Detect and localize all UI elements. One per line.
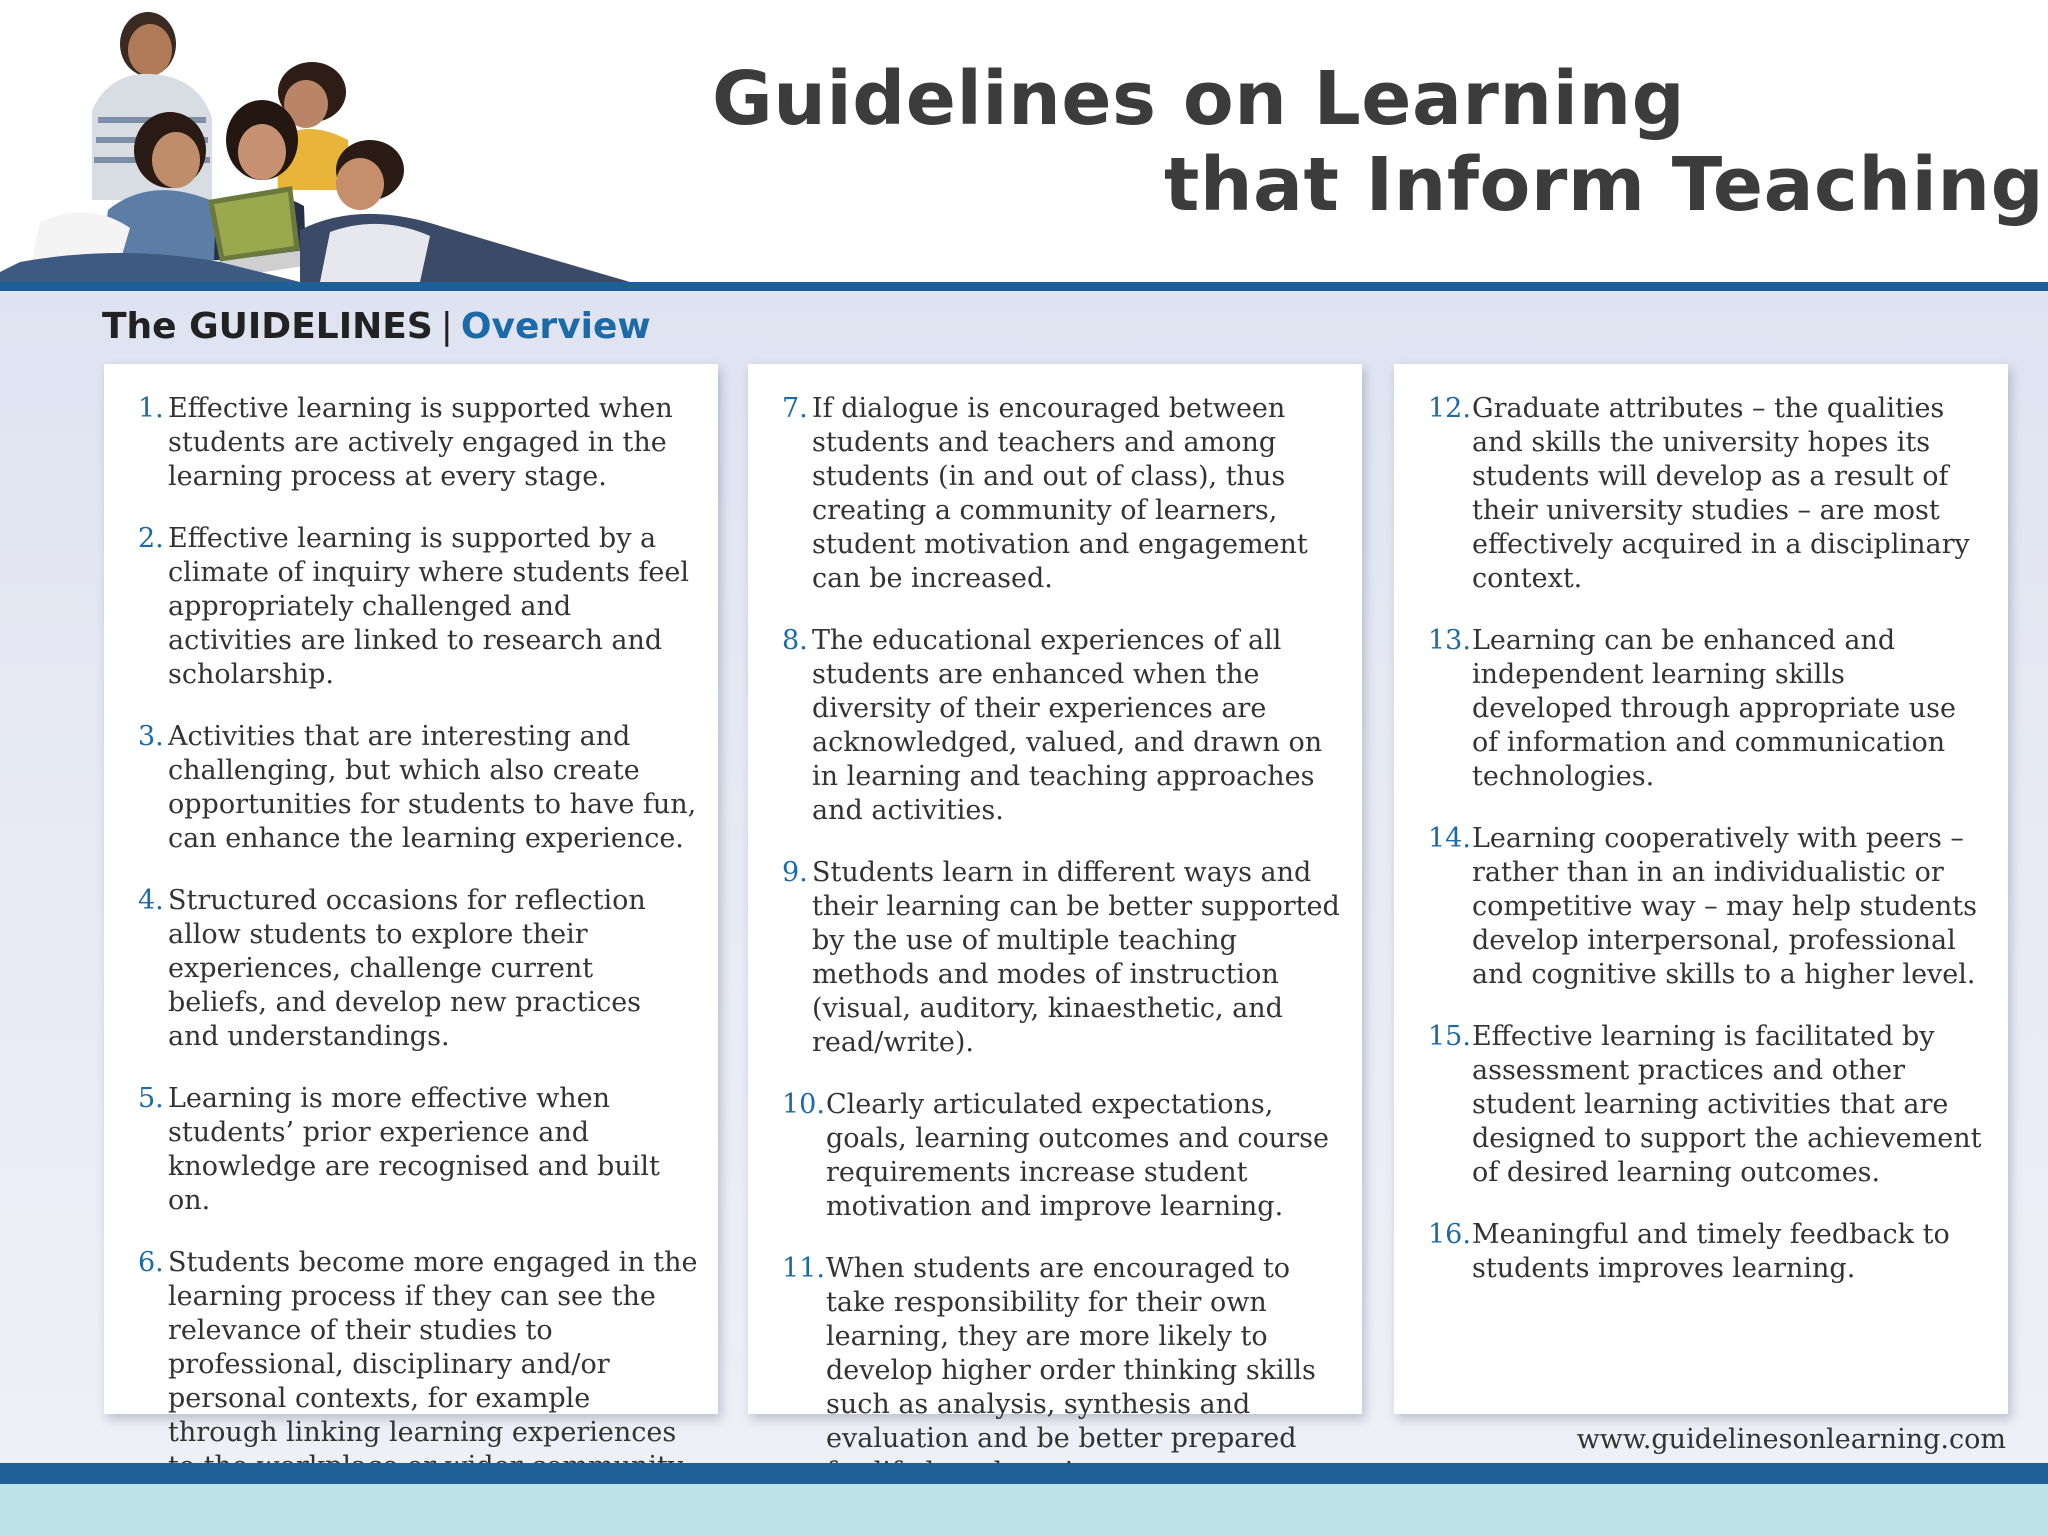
guideline-item xyxy=(138,720,698,856)
section-heading xyxy=(102,306,651,347)
guideline-text: Learning can be enhanced and independent learning skills developed through appropriate use of information and communication technologies. xyxy=(1472,625,1956,792)
guideline-item xyxy=(138,884,698,1054)
guideline-item xyxy=(782,1088,1342,1224)
guideline-text: Effective learning is supported when students are actively engaged in the learning process at every stage. xyxy=(168,393,673,492)
guideline-number: 14. xyxy=(1428,823,1471,854)
guideline-text: Effective learning is supported by a climate of inquiry where students feel appropriately challenged and activities are linked to research and scholarship. xyxy=(168,523,689,690)
guideline-item xyxy=(782,856,1342,1060)
guideline-item xyxy=(138,392,698,494)
guideline-text: Students become more engaged in the learning process if they can see the relevance of their studies to professional, disciplinary and/or personal contexts, for example through linking learning experiences xyxy=(168,1247,698,1448)
guideline-text: Learning is more effective when students’ prior experience and knowledge are recognised and built on. xyxy=(168,1083,660,1216)
guidelines-column-1 xyxy=(104,364,718,1448)
guideline-text: Activities that are interesting and challenging, but which also create opportunities for students to have fun, can enhance the learning experience. xyxy=(168,721,697,854)
guideline-number: 5. xyxy=(138,1083,164,1114)
footer-divider xyxy=(0,1463,2048,1484)
guideline-number: 10. xyxy=(782,1089,825,1120)
guideline-number: 12. xyxy=(1428,393,1471,424)
guideline-number: 13. xyxy=(1428,625,1471,656)
section-heading-label: The GUIDELINES xyxy=(102,306,433,347)
header-divider xyxy=(0,282,2048,291)
guideline-number: 3. xyxy=(138,721,164,752)
guideline-item xyxy=(782,1252,1342,1490)
students-with-laptop-photo xyxy=(0,0,640,282)
guideline-item xyxy=(1428,822,1988,992)
guideline-item xyxy=(782,624,1342,828)
guideline-item xyxy=(138,1082,698,1218)
website-url: www.guidelinesonlearning.com xyxy=(1576,1424,2006,1455)
guideline-item xyxy=(1428,1218,1988,1286)
page-header xyxy=(0,0,2048,282)
guideline-item xyxy=(138,1246,698,1484)
page-title-line-2: that Inform Teaching xyxy=(1164,142,2045,228)
guideline-number: 16. xyxy=(1428,1219,1471,1250)
guideline-text: When students are encouraged to take responsibility for their own learning, they are more likely to develop higher order thinking skills such as analysis, synthesis and evaluation and be better prepared xyxy=(826,1253,1316,1454)
guideline-text: Students learn in different ways and their learning can be better supported by the use of multiple teaching methods and modes of instruction (visual, auditory, kinaesthetic, and read/write). xyxy=(812,857,1340,1058)
guideline-number: 1. xyxy=(138,393,164,424)
guideline-number: 9. xyxy=(782,857,808,888)
guidelines-column-3 xyxy=(1394,364,2008,1414)
guideline-number: 11. xyxy=(782,1253,825,1284)
guideline-text: Learning cooperatively with peers – rather than in an individualistic or competitive way – may help students develop interpersonal, professional and cognitive skills to a higher level. xyxy=(1472,823,1978,990)
guideline-text: Structured occasions for reflection allow students to explore their experiences, challenge current beliefs, and develop new practices and understandings. xyxy=(168,885,646,1052)
guideline-item xyxy=(782,392,1342,596)
guideline-number: 6. xyxy=(138,1247,164,1278)
guideline-item xyxy=(1428,1020,1988,1190)
guideline-number: 7. xyxy=(782,393,808,424)
footer-band xyxy=(0,1484,2048,1536)
guideline-text: Effective learning is facilitated by assessment practices and other student learning activities that are designed to support the achievement of desired learning outcomes. xyxy=(1472,1021,1982,1188)
page-title-line-1: Guidelines on Learning xyxy=(712,56,1686,142)
guideline-item xyxy=(138,522,698,692)
guidelines-column-2 xyxy=(748,364,1362,1454)
guideline-number: 4. xyxy=(138,885,164,916)
guideline-number: 2. xyxy=(138,523,164,554)
guideline-item xyxy=(1428,392,1988,596)
guideline-number: 8. xyxy=(782,625,808,656)
section-heading-separator: | xyxy=(440,306,453,347)
guideline-text: If dialogue is encouraged between students and teachers and among students (in and out of class), thus creating a community of learners, student motivation and engagement can be increased. xyxy=(812,393,1308,594)
guideline-number: 15. xyxy=(1428,1021,1471,1052)
guideline-text: Meaningful and timely feedback to students improves learning. xyxy=(1472,1219,1950,1284)
guideline-text: Clearly articulated expectations, goals, learning outcomes and course requirements increase student motivation and improve learning. xyxy=(826,1089,1329,1222)
guideline-text: Graduate attributes – the qualities and skills the university hopes its students will develop as a result of their university studies – are most effectively acquired in a disciplinary context. xyxy=(1472,393,1970,594)
guideline-item xyxy=(1428,624,1988,794)
guideline-text: The educational experiences of all students are enhanced when the diversity of their experiences are acknowledged, valued, and drawn on in learning and teaching approaches and activities. xyxy=(812,625,1323,826)
section-heading-overview: Overview xyxy=(460,306,651,347)
